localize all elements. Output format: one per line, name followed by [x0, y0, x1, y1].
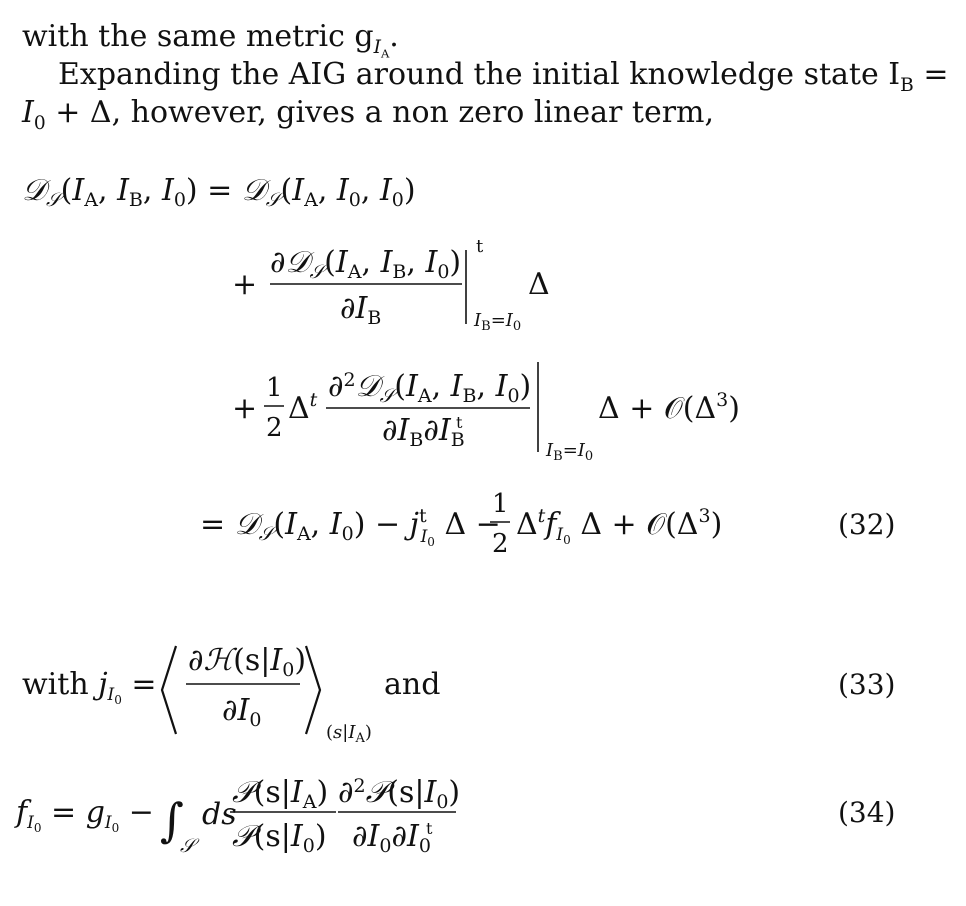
svg-text:∂𝒟𝒮(IA, IB, I0): $\partial 𝒟_𝒮(I_A$, $I_B$, $I_0$) [270, 245, 462, 283]
svg-text:t: t [456, 413, 463, 432]
text-line-2: Expanding the AIG around the initial knowledge state $I_B$ = [58, 57, 949, 96]
delta: Δ [528, 267, 550, 302]
svg-text:∂2𝒫(s|I0): $\partial^2𝒫(s|I_0)$ [338, 775, 461, 813]
and-word: and [384, 667, 441, 702]
svg-text:t: t [476, 236, 484, 257]
svg-text:Δt: $\Delta^t$ [288, 389, 318, 426]
svg-text:Δ + 𝒪(Δ3): $\Delta + 𝒪(\Delta^3)$ [598, 389, 740, 426]
svg-text:∂IB: $\partial I_B$ [340, 291, 382, 329]
eq33 [22, 643, 440, 746]
svg-text:ds: ds [202, 797, 237, 832]
right-angle-bracket [306, 646, 320, 734]
svg-text:𝒫(s|IA): $𝒫(s|I_A)$ [232, 775, 329, 813]
svg-text:IB=I0: $I_B=I_0$ [474, 310, 522, 334]
svg-text:2: 2 [266, 413, 283, 443]
svg-text:with jI0 =: with $j_I0$ = [22, 667, 157, 707]
eq32-row2 [232, 236, 550, 334]
eq34-number: (34) [838, 796, 896, 829]
svg-text:= 𝒟𝒮(IA, I0) − jtI0 Δ −: = $𝒟_𝒮(I_A$, $I_0) - j^t$ I0 Δ − [200, 505, 501, 549]
plus-sign: + [232, 267, 258, 302]
svg-text:1: 1 [492, 489, 509, 519]
svg-text:1: 1 [266, 373, 283, 403]
svg-text:fI0 = gI0 −: $f_I0 = g_I0$ − [16, 795, 154, 835]
svg-text:t: t [426, 819, 433, 838]
svg-text:2: 2 [492, 529, 509, 559]
eq32-row1 [22, 173, 416, 211]
eq32-row3 [232, 362, 740, 464]
text-line-3: $I_0 + \Delta$, however, gives a non zero linear term, [22, 95, 715, 134]
text-line-1: with the same metric $g_{I_A}$. [22, 19, 399, 61]
svg-text:∂ℋ(s|I0): $\partial ℋ(s|I_0)$ [188, 643, 307, 681]
svg-text:∂IB∂IB: $\partial I_B\partial I_B$ [382, 413, 465, 451]
eq32-row4 [200, 489, 722, 559]
eq32-number: (32) [838, 508, 896, 541]
integral-sign: ∫ [160, 793, 184, 847]
eq33-number: (33) [838, 668, 896, 701]
svg-text:ΔtfI0 Δ + 𝒪(Δ3): $\Delta^tf_I0$ $\Delta + 𝒪(\Delta^3)$ [516, 505, 723, 547]
svg-text:𝒫(s|I0): $𝒫(s|I_0)$ [232, 819, 327, 857]
svg-text:𝒟𝒮(IA, IB, I0) = 𝒟𝒮(IA, I0: $𝒟_𝒮(I_A$, $I_B$, $I_0$) = $𝒟_𝒮(I_A$, $I_0$, $I_0$) [22, 173, 416, 211]
svg-text:∂2𝒟𝒮(IA, IB, I0): $\partial^2𝒟_𝒮(I_A$, $I_B$, $I_0$) [328, 369, 532, 407]
svg-text:+: + [232, 391, 258, 426]
left-angle-bracket [162, 646, 176, 734]
svg-text:IB=I0: $I_B=I_0$ [546, 440, 594, 464]
svg-text:∂I0: $\partial I_0$ [222, 693, 262, 731]
svg-text:(s|IA): $(s|I_A)$ [326, 722, 372, 746]
svg-text:𝒮: 𝒮 [180, 835, 195, 857]
svg-text:∂I0∂I0: $\partial I_0\partial I_0$ [352, 819, 431, 857]
eq34 [14, 775, 460, 857]
